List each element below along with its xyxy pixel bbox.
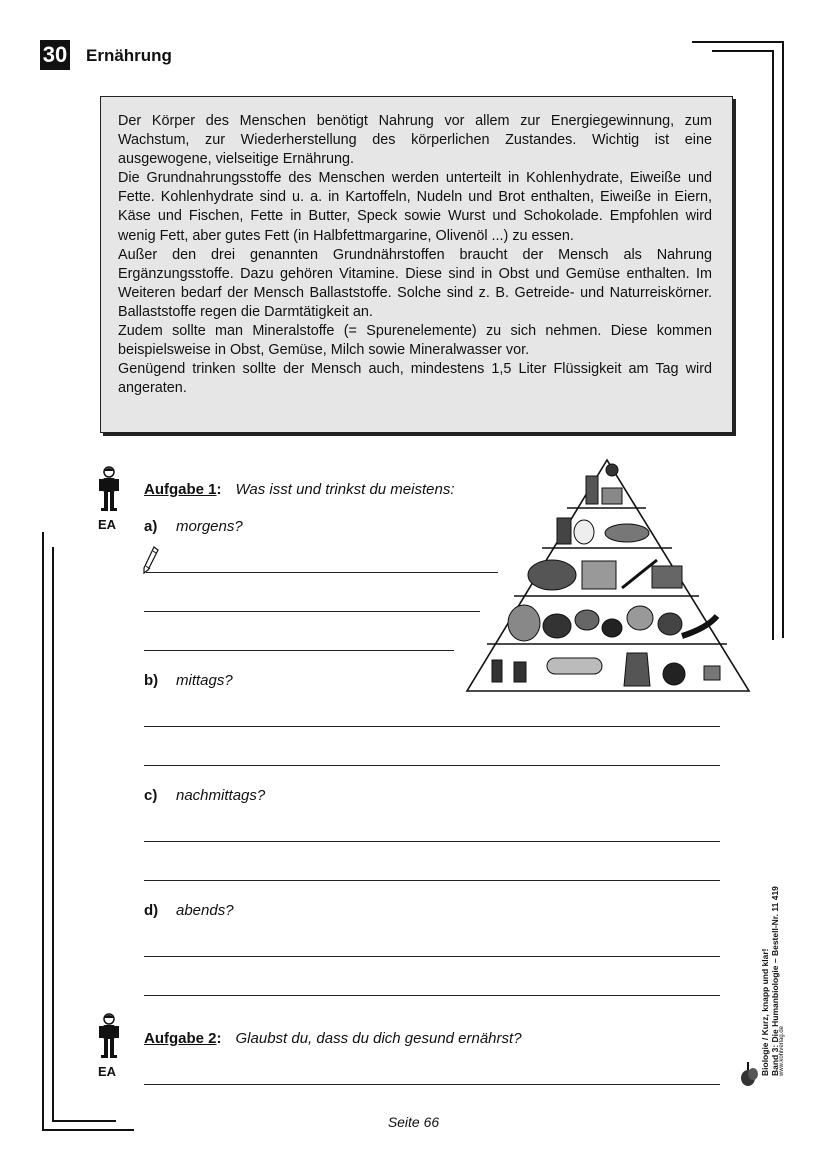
subtask-b	[144, 672, 233, 689]
subtask-a	[144, 518, 243, 535]
work-mode-label: EA	[98, 1064, 117, 1079]
frame-left-line-1	[42, 532, 44, 1130]
subtask-letter: b)	[144, 672, 159, 689]
chapter-title: Ernährung	[86, 46, 172, 65]
frame-top-line-1	[692, 41, 784, 43]
answer-line[interactable]	[144, 956, 720, 957]
task2-heading	[144, 1030, 522, 1047]
pencil-icon	[143, 546, 159, 574]
answer-line[interactable]	[144, 726, 720, 727]
page-number: Seite 66	[387, 1114, 440, 1130]
subtask-question: morgens?	[176, 518, 243, 535]
food-pyramid-illustration	[462, 448, 752, 694]
subtask-question: mittags?	[176, 672, 233, 689]
answer-line[interactable]	[144, 650, 454, 651]
subtask-d	[144, 902, 234, 919]
answer-line[interactable]	[144, 611, 480, 612]
frame-left-line-2	[52, 547, 54, 1122]
subtask-question: abends?	[176, 902, 234, 919]
frame-top-line-2	[712, 50, 774, 52]
task-label: Aufgabe 1	[144, 481, 217, 498]
subtask-letter: c)	[144, 787, 158, 804]
info-paragraph: Zudem sollte man Mineralstoffe (= Spurenelemente) zu sich nehmen. Diese kommen beispielsweise in Obst, Gemüse, Milch sowie Mineralwasser vor.	[118, 323, 712, 359]
work-mode-label: EA	[98, 517, 117, 532]
subtask-c	[144, 787, 265, 804]
task-question: Glaubst du, dass du dich gesund ernährst?	[235, 1030, 522, 1047]
info-paragraph: Genügend trinken sollte der Mensch auch, mindestens 1,5 Liter Flüssigkeit am Tag wird angeraten.	[118, 361, 712, 397]
chapter-number: 30	[40, 40, 70, 70]
volume-title: Band 3: Die Humanbiologie – Bestell-Nr. 11 419	[770, 886, 780, 1076]
task-colon: :	[216, 481, 222, 498]
task-colon: :	[216, 1030, 222, 1047]
publisher-logo-icon	[740, 1060, 760, 1088]
answer-line[interactable]	[144, 995, 720, 996]
info-paragraph: Außer den drei genannten Grundnährstoffen braucht der Mensch als Nahrung Ergänzungsstoffe. Dazu gehören Vitamine. Diese sind in Obst und Gemüse enthalten. Im Weiteren bedarf der Mensch Ballaststoffe. Solche sind z. B. Getreide- und Naturreiskörner. Ballaststoffe regen die Darmtätigkeit an.	[118, 246, 712, 320]
task-label: Aufgabe 2	[144, 1030, 217, 1047]
subtask-question: nachmittags?	[176, 787, 266, 804]
series-title: Biologie / Kurz, knapp und klar!	[760, 948, 770, 1076]
info-paragraph: Die Grundnahrungsstoffe des Menschen werden unterteilt in Kohlenhydrate, Eiweiße und Fette. Kohlenhydrate sind u. a. in Kartoffeln, Nudeln und Brot enthalten, Eiweiße in Eiern, Käse und Fischen, Fette in Butter, Speck sowie Wurst und Schokolade. Empfohlen wird wenig Fett, aber gutes Fett (in Halbfettmargarine, Olivenöl ...) zu essen.	[118, 170, 712, 244]
person-icon	[97, 466, 121, 514]
info-paragraph: Der Körper des Menschen benötigt Nahrung vor allem zur Energiegewinnung, zum Wachstum, zur Wiederherstellung des körperlichen Zustandes. Wichtig ist eine ausgewogene, vielseitige Ernährung.	[118, 113, 712, 168]
frame-right-line-1	[772, 50, 774, 640]
answer-line[interactable]	[144, 841, 720, 842]
subtask-letter: d)	[144, 902, 159, 919]
info-box	[100, 96, 733, 433]
frame-right-line-2	[782, 41, 784, 638]
subtask-letter: a)	[144, 518, 158, 535]
answer-line[interactable]	[144, 880, 720, 881]
answer-line[interactable]	[144, 765, 720, 766]
publisher-url: www.kohlverlag.de	[779, 1025, 785, 1076]
task-question: Was isst und trinkst du meistens:	[235, 481, 455, 498]
answer-line[interactable]	[144, 1084, 720, 1085]
publisher-sidebar	[760, 886, 780, 1076]
answer-line[interactable]	[146, 572, 498, 573]
person-icon	[97, 1013, 121, 1061]
task1-heading	[144, 481, 455, 498]
